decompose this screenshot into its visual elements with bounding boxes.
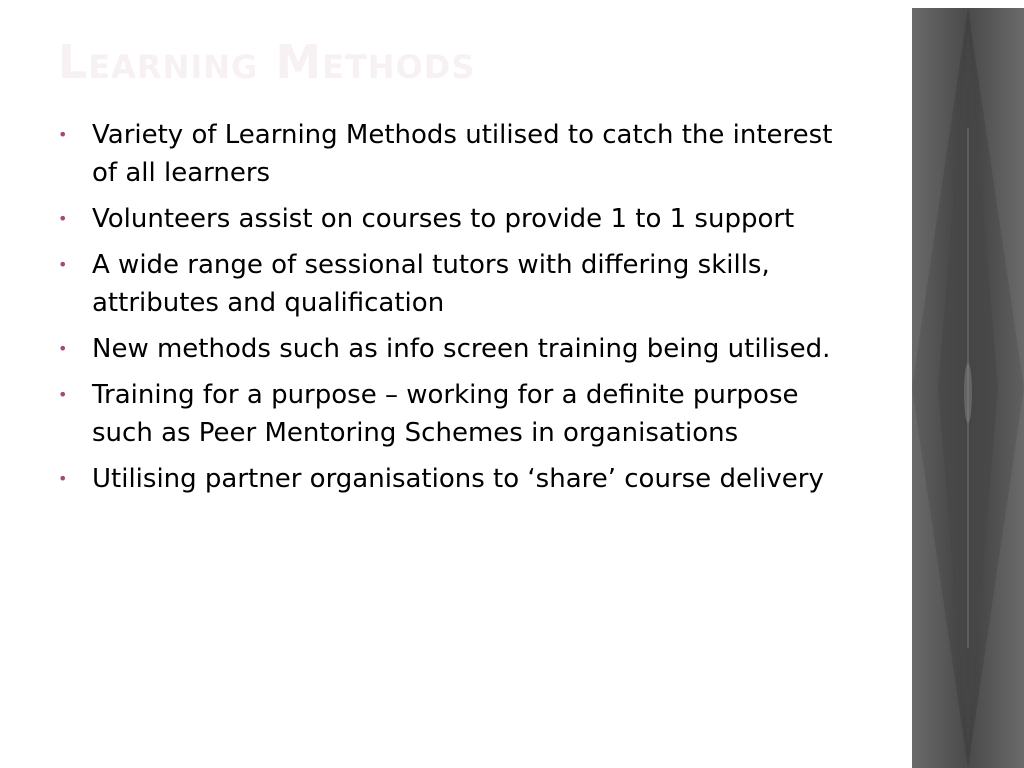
bullet-item <box>58 330 858 368</box>
bullet-icon: • <box>58 469 68 488</box>
bullet-text: A wide range of sessional tutors with differing skills, attributes and qualification <box>92 250 770 318</box>
bullet-item <box>58 200 858 238</box>
bullet-item <box>58 376 858 452</box>
bullet-text: Variety of Learning Methods utilised to catch the interest of all learners <box>92 120 833 188</box>
bullet-text: Utilising partner organisations to ‘share’ course delivery <box>92 464 824 494</box>
bullet-item <box>58 116 858 192</box>
slide-title: Learning Methods <box>58 35 476 89</box>
bullet-text: Volunteers assist on courses to provide 1 to 1 support <box>92 204 795 234</box>
bullet-text: Training for a purpose – working for a definite purpose such as Peer Mentoring Schemes in organisations <box>92 380 799 448</box>
bullet-list <box>58 116 858 506</box>
bullet-icon: • <box>58 385 68 404</box>
decorative-side-panel <box>912 8 1024 768</box>
bullet-text: New methods such as info screen training being utilised. <box>92 334 831 364</box>
bullet-icon: • <box>58 339 68 358</box>
bullet-item <box>58 460 858 498</box>
bullet-icon: • <box>58 125 68 144</box>
center-glint <box>964 363 972 423</box>
diamond-pattern-graphic <box>912 8 1024 768</box>
bullet-icon: • <box>58 255 68 274</box>
bullet-item <box>58 246 858 322</box>
bullet-icon: • <box>58 209 68 228</box>
